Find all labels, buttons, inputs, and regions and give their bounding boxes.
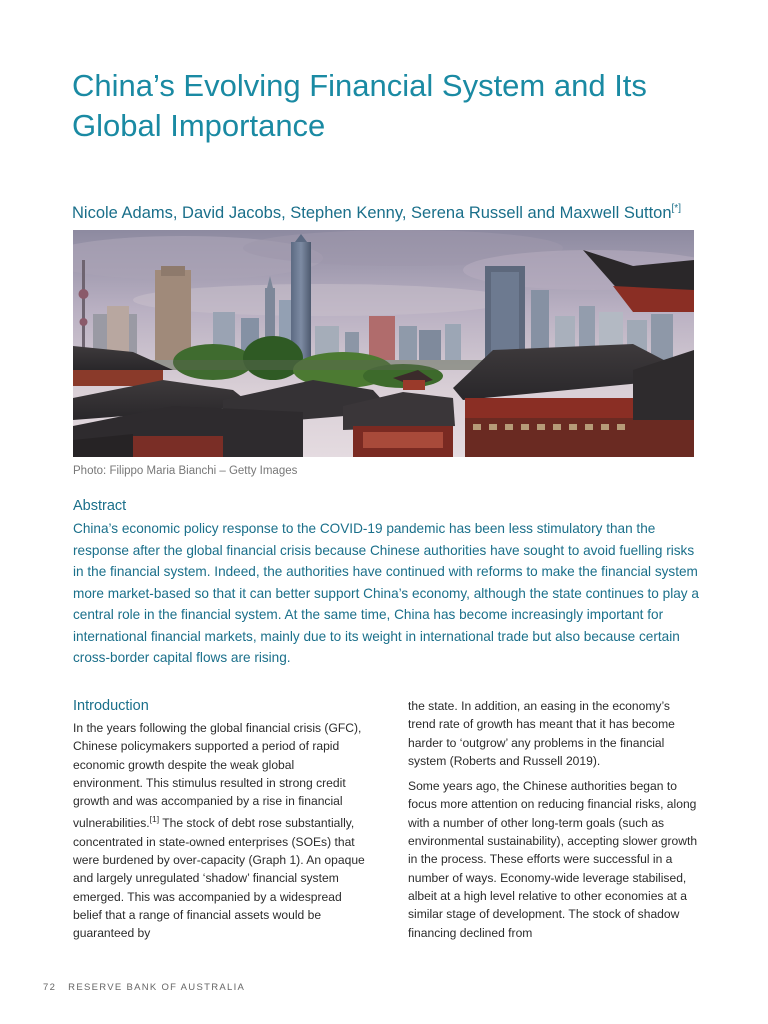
paragraph: the state. In addition, an easing in the economy’s trend rate of growth has meant that it has become harder to ‘outgrow’ any problems in the financial system (Roberts and Russell 2019). (408, 699, 675, 768)
author-footnote-link[interactable]: [*] (671, 203, 681, 214)
author-names: Nicole Adams, David Jacobs, Stephen Kenny, Serena Russell and Maxwell Sutton (72, 204, 672, 222)
article-title: China’s Evolving Financial System and Its Global Importance (72, 68, 647, 143)
footnote-link[interactable]: [1] (149, 814, 160, 825)
body-column-left (73, 719, 365, 950)
header-photo (73, 230, 694, 457)
paragraph-text: In the years following the global financial crisis (GFC), Chinese policymakers supported a period of rapid economic growth despite the weak global environment. This stimulus resulted in strong credit growth and was accompanied by a rise in financial vulnerabilities. (73, 721, 362, 831)
photo-caption: Photo: Filippo Maria Bianchi – Getty Images (73, 465, 298, 477)
page-number: 72 (43, 982, 57, 993)
page-footer (43, 982, 245, 993)
paragraph: Some years ago, the Chinese authorities began to focus more attention on reducing financial risks, along with a number of other long-term goals (such as environmental sustainability), accepting slower growth in the process. These efforts were successful in a number of ways. Economy-wide leverage stabilised, albeit at a high level relative to other economies at a similar stage of development. The stock of shadow financing declined from (408, 779, 698, 940)
abstract-text: China’s economic policy response to the COVID-19 pandemic has been less stimulatory than the response after the global financial crisis because Chinese authorities have sought to avoid fuelling risks in the financial system. Indeed, the authorities have continued with reforms to make the financial system more market-based so that it can better support China’s economy, although the state continues to play a central role in the financial system. At the same time, China has become increasingly important for international financial markets, mainly due to its weight in international trade but also because certain cross-border capital flows are rising. (73, 521, 699, 665)
introduction-heading: Introduction (73, 698, 149, 714)
author-list (72, 197, 712, 225)
paragraph-text: The stock of debt rose substantially, concentrated in state-owned enterprises (SOEs) that were burdened by over-capacity (Graph 1). An opaque and largely unregulated ‘shadow’ financial system emerged. This was accompanied by a widespread belief that a range of financial assets would be guaranteed by (73, 816, 365, 941)
paragraph (73, 719, 365, 943)
body-column-right (408, 697, 698, 949)
shanghai-skyline-photo (73, 230, 694, 457)
abstract-heading: Abstract (73, 498, 127, 514)
publisher-name: RESERVE BANK OF AUSTRALIA (68, 982, 246, 993)
